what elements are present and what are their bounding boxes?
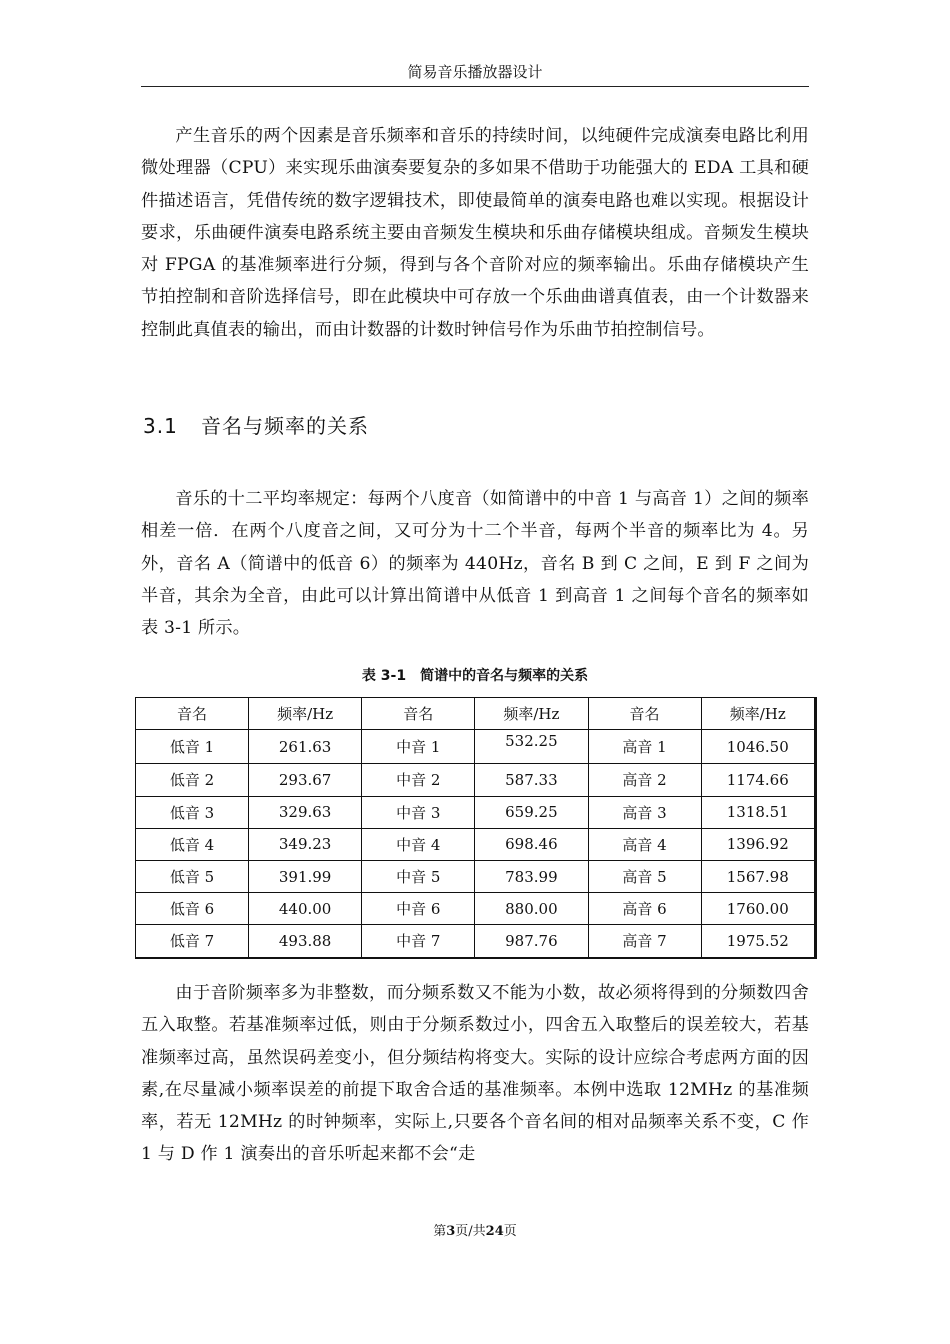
- section-title-text: 音名与频率的关系: [201, 414, 369, 438]
- table-caption: 表 3-1 简谱中的音名与频率的关系: [361, 668, 589, 684]
- frequency-cell: 1174.66: [701, 764, 816, 796]
- table-row: [136, 730, 816, 764]
- table-header-row: [136, 698, 816, 730]
- note-name-cell: 低音 6: [136, 893, 249, 925]
- note-name-cell: 低音 1: [136, 730, 249, 764]
- frequency-table: [135, 697, 817, 959]
- table-row: [136, 828, 816, 860]
- frequency-cell: 293.67: [248, 764, 361, 796]
- header-cell: 频率/Hz: [248, 698, 361, 730]
- note-name-cell: 中音 6: [362, 893, 475, 925]
- note-name-cell: 低音 5: [136, 860, 249, 892]
- frequency-cell: 1567.98: [701, 860, 816, 892]
- note-name-cell: 高音 5: [588, 860, 701, 892]
- frequency-cell: 493.88: [248, 925, 361, 958]
- note-name-cell: 中音 2: [362, 764, 475, 796]
- header-cell: 频率/Hz: [475, 698, 588, 730]
- section-number: 3.1: [143, 414, 178, 438]
- total-page-number: 24: [485, 1224, 504, 1239]
- page-footer: [0, 1220, 950, 1239]
- frequency-cell: 349.23: [248, 828, 361, 860]
- frequency-cell: 987.76: [475, 925, 588, 958]
- header-cell: 频率/Hz: [701, 698, 816, 730]
- header-cell: 音名: [136, 698, 249, 730]
- intro-paragraph: 产生音乐的两个因素是音乐频率和音乐的持续时间，以纯硬件完成演奏电路比利用微处理器（CPU）来实现乐曲演奏要复杂的多如果不借助于功能强大的 EDA 工具和硬件描述语言，凭借传统的数字逻辑技术，即使最简单的演奏电路也难以实现。根据设计要求，乐曲硬件演奏电路系统主要由音频发生模块和乐曲存储模块组成。音频发生模块对 FPGA 的基准频率进行分频，得到与各个音阶对应的频率输出。乐曲存储模块产生节拍控制和音阶选择信号，即在此模块中可存放一个乐曲曲谱真值表，由一个计数器来控制此真值表的输出，而由计数器的计数时钟信号作为乐曲节拍控制信号。: [141, 126, 809, 340]
- note-name-cell: 高音 3: [588, 796, 701, 828]
- note-name-cell: 低音 2: [136, 764, 249, 796]
- page-header: 简易音乐播放器设计: [141, 62, 809, 87]
- frequency-cell: 1046.50: [701, 730, 816, 764]
- frequency-cell: 1318.51: [701, 796, 816, 828]
- note-name-cell: 低音 3: [136, 796, 249, 828]
- table-row: [136, 764, 816, 796]
- note-name-cell: 中音 1: [362, 730, 475, 764]
- frequency-cell: 261.63: [248, 730, 361, 764]
- table-row: [136, 893, 816, 925]
- temperament-paragraph: 音乐的十二平均率规定：每两个八度音（如简谱中的中音 1 与高音 1）之间的频率相差一倍．在两个八度音之间，又可分为十二个半音，每两个半音的频率比为 4。另外，音名 A（简谱中的低音 6）的频率为 440Hz，音名 B 到 C 之间，E 到 F 之间为半音，其余为全音，由此可以计算出简谱中从低音 1 到高音 1 之间每个音名的频率如表 3-1 所示。: [141, 489, 809, 639]
- note-name-cell: 中音 4: [362, 828, 475, 860]
- table-row: [136, 860, 816, 892]
- note-name-cell: 低音 4: [136, 828, 249, 860]
- note-name-cell: 中音 5: [362, 860, 475, 892]
- header-cell: 音名: [588, 698, 701, 730]
- frequency-cell: 391.99: [248, 860, 361, 892]
- table-row: [136, 925, 816, 958]
- note-name-cell: 高音 2: [588, 764, 701, 796]
- frequency-cell: 880.00: [475, 893, 588, 925]
- frequency-cell: 1396.92: [701, 828, 816, 860]
- note-name-cell: 低音 7: [136, 925, 249, 958]
- note-name-cell: 高音 6: [588, 893, 701, 925]
- note-name-cell: 中音 3: [362, 796, 475, 828]
- footer-middle: 页/共: [455, 1224, 486, 1239]
- note-name-cell: 高音 7: [588, 925, 701, 958]
- frequency-cell: 587.33: [475, 764, 588, 796]
- frequency-cell: 532.25: [475, 730, 588, 764]
- frequency-cell: 440.00: [248, 893, 361, 925]
- note-name-cell: 中音 7: [362, 925, 475, 958]
- current-page-number: 3: [446, 1224, 456, 1239]
- section-heading: [143, 410, 369, 439]
- frequency-cell: 698.46: [475, 828, 588, 860]
- frequency-cell: 783.99: [475, 860, 588, 892]
- footer-suffix: 页: [503, 1224, 517, 1239]
- note-name-cell: 高音 4: [588, 828, 701, 860]
- frequency-cell: 329.63: [248, 796, 361, 828]
- frequency-cell: 659.25: [475, 796, 588, 828]
- note-name-cell: 高音 1: [588, 730, 701, 764]
- frequency-cell: 1975.52: [701, 925, 816, 958]
- frequency-cell: 1760.00: [701, 893, 816, 925]
- table-row: [136, 796, 816, 828]
- footer-prefix: 第: [433, 1224, 447, 1239]
- header-cell: 音名: [362, 698, 475, 730]
- divider-paragraph: 由于音阶频率多为非整数，而分频系数又不能为小数，故必须将得到的分频数四舍五入取整。若基准频率过低，则由于分频系数过小，四舍五入取整后的误差较大，若基准频率过高，虽然误码差变小，但分频结构将变大。实际的设计应综合考虑两方面的因素,在尽量减小频率误差的前提下取舍合适的基准频率。本例中选取 12MHz 的基准频率，若无 12MHz 的时钟频率，实际上,只要各个音名间的相对品频率关系不变，C 作 1 与 D 作 1 演奏出的音乐听起来都不会“走: [141, 983, 809, 1165]
